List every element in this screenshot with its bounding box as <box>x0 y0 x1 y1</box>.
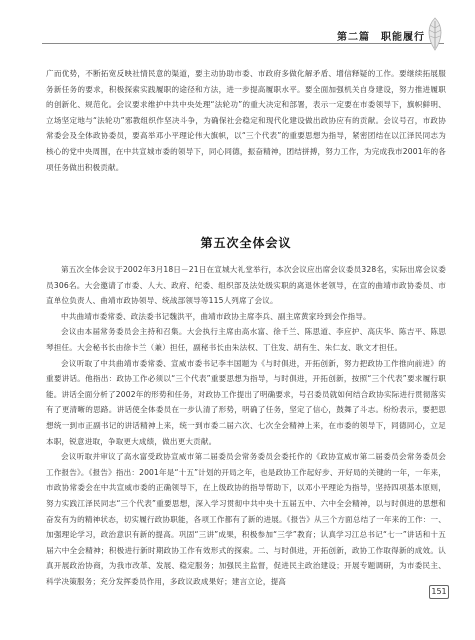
paragraph: 会议听取并审议了高水富受政协宣威市第二届委员会常务委员会委托作的《政协宣威市第二届委员会常务委员会工作报告》。《报告》指出：2001年是“十五”计划的开局之年，也是政协工作起好步、开好局的关键的一年，一年来，市政协常委会在中共宣威市委的正确领导下，在上级政协的指导帮助下，以邓小平理论为指导，坚持四项基本原则，努力实践江泽民同志“三个代表”重要思想，深入学习贯彻中共中央十五届五中、六中全会精神，以与时俱进的思想和奋发有为的精神状态，切实履行政协职能，各项工作都有了新的进展。《报告》从三个方面总结了一年来的工作：一、加强理论学习，政治意识有新的提高。巩固“三讲”成果，积极参加“三学”教育；认真学习江总书记“七一”讲话和十五届六中全会精神；积极进行新时期政协工作有效形式的探索。二、与时俱进，开拓创新，政协工作取得新的成效。认真开展政治协商，为我市改革、发展、稳定服务；加强民主监督，促进民主政治建设；开展专题调研，为市委民主、科学决策服务；充分发挥委员作用，多政议政成果好；建言立论，提高 <box>46 452 446 586</box>
paragraph: 中共曲靖市委常委、政法委书记魏洪平，曲靖市政协主席李兵、副主席黄家玲到会作指导。 <box>61 311 371 321</box>
paragraph: 会议由本届常务委员会主持和召集。大会执行主席由高水富、徐千兰、陈思道、李应护、高庆华、陈吉平、陈思琴担任。大会秘书长由徐卡兰（兼）担任，副秘书长由朱法权、丁住发、胡有生、朱仁友、耿文才担任。 <box>46 327 446 352</box>
paragraph: 广而优势，不断拓宽反映社情民意的渠道，要主动协助市委、市政府多做化解矛盾、增信释疑的工作。要继续拓展服务新任务的要求，积极探索实践履职的途径和方法，进一步提高履职水平。要全面加强机关自身建设，努力推进履职的创新化、规范化。会议要求维护中共中央处理“法轮功”的重大决定和部署，表示一定要在市委领导下，旗帜鲜明、立场坚定地与“法轮功”邪教组织作坚决斗争，为确保社会稳定和现代化建设做出政协应有的贡献。会议号召，市政协常委会及全体政协委员，要高举邓小平理论伟大旗帜，以“三个代表”的重要思想为指导，紧密团结在以江泽民同志为核心的党中央周围，在中共宣城市委的领导下，同心同德，振奋精神，团结拼搏，努力工作，为完成我市2001年的各项任务做出积极贡献。 <box>46 69 446 172</box>
page-number: 151 <box>429 585 449 599</box>
header-rule <box>42 43 444 44</box>
paragraph: 会议听取了中共曲靖市委常委、宣威市委书记李丰国题为《与时俱进，开拓创新，努力把政协工作推向前进》的重要讲话。他指出：政协工作必须以“三个代表”重要思想为指导，与时俱进，开拓创新，按照“三个代表”要求履行职能。讲话全面分析了2002年的形势和任务，对政协工作提出了明确要求，号召委员就如何结合政协实际进行贯彻落实有了更清晰的思路。讲话使全体委员在一步认清了形势，明确了任务，坚定了信心，鼓舞了斗志。纷纷表示，要把思想统一到市正副书记的讲话精神上来，统一到市委二届六次、七次全会精神上来，在市委的领导下，同德同心，立足本职，锐意进取，争取更大成绩，做出更大贡献。 <box>46 358 446 446</box>
body-text-bottom <box>46 262 446 589</box>
header-title: 第二篇 职能履行 <box>333 28 425 43</box>
leaf-ornament-icon <box>423 16 447 52</box>
body-text-top <box>46 66 446 175</box>
paragraph: 第五次全体会议于2002年3月18日－21日在宣城大礼堂举行，本次会议应出席会议委员328名，实际出席会议委员306名。大会邀请了市委、人大、政府、纪委、组织部及法处级实职的离退休老领导，在宣的曲靖市政协委员、市直单位负责人、曲靖市政协领导、统战部领导等115人列席了会议。 <box>46 265 447 306</box>
section-title: 第五次全体会议 <box>200 236 292 250</box>
